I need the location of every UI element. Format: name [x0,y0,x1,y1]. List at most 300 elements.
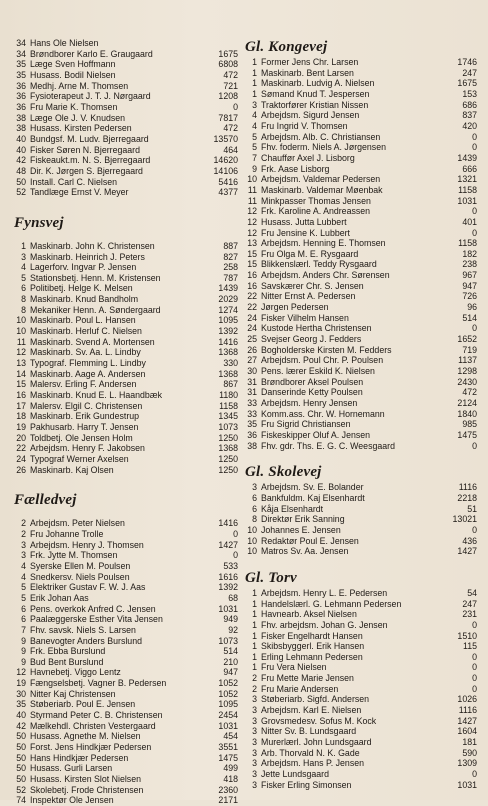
listing-row [14,390,238,401]
phone-number: 721 [223,80,238,91]
resident-name: Arbejdsm. Valdemar Pedersen [261,174,381,185]
phone-number: 210 [223,656,238,667]
phone-number: 0 [233,101,238,112]
house-number: 4 [21,571,26,582]
listing-row [245,482,477,493]
phone-number: 666 [462,163,477,174]
listing-row [245,174,477,185]
listing-row [14,102,238,113]
house-number: 6 [21,614,26,625]
listing-row [14,646,238,657]
house-number: 18 [16,411,26,422]
phone-number: 1031 [218,720,238,731]
phone-number: 1392 [218,582,238,593]
resident-name: Komm.ass. Chr. W. Hornemann [261,408,385,419]
resident-name: Fisker Søren N. Bjerregaard [30,144,140,155]
house-number: 36 [247,429,257,440]
phone-number: 3551 [218,742,238,753]
house-number: 1 [252,630,257,641]
listing-row [14,113,238,124]
phone-number: 0 [233,550,238,561]
listing-row [14,636,238,647]
house-number: 3 [252,737,257,748]
phone-number: 726 [462,291,477,302]
house-number: 3 [252,99,257,110]
resident-name: Bankfuldm. Kaj Elsenhardt [261,492,365,503]
phone-number: 0 [472,683,477,694]
listing-row [245,57,477,68]
resident-name: Fru Ingrid V. Thomsen [261,120,348,131]
phone-number: 0 [472,769,477,780]
resident-name: Fisker Engelhardt Hansen [261,630,363,641]
phone-number: 472 [223,123,238,134]
listing-row [245,196,477,207]
house-number: 1 [252,609,257,620]
house-number: 3 [252,715,257,726]
resident-name: Maskinarb. Poul L. Hansen [30,315,136,326]
house-number: 1 [252,662,257,673]
resident-name: Maskinarb. Kaj Olsen [30,464,114,475]
house-number: 3 [252,779,257,790]
house-number: 10 [16,326,26,337]
resident-name: Jørgen Pedersen [261,302,329,313]
listing-row [245,355,477,366]
listing-row [245,270,477,281]
resident-name: Erling Lehmann Pedersen [261,651,363,662]
house-number: 9 [21,635,26,646]
phone-number: 1298 [457,366,477,377]
phone-number: 1368 [218,368,238,379]
phone-number: 4377 [218,187,238,198]
phone-number: 0 [472,323,477,334]
listing-row [245,142,477,153]
resident-name: Fru Vera Nielsen [261,662,327,673]
phone-number: 590 [462,747,477,758]
phone-number: 1031 [457,779,477,790]
listing-row [14,678,238,689]
phone-number: 13570 [213,133,238,144]
resident-name: Lagerforv. Ingvar P. Jensen [30,262,137,273]
listing-row [14,561,238,572]
listing-row [245,684,477,695]
phone-number: 2124 [457,398,477,408]
house-number: 3 [252,758,257,769]
resident-name: Typograf Werner Axelsen [30,453,129,464]
resident-name: Læge Ole J. V. Knudsen [30,112,126,123]
house-number: 4 [21,262,26,273]
listing-row [14,443,238,454]
phone-number: 1675 [218,48,238,59]
listing-row [14,454,238,465]
listing-row [14,358,238,369]
resident-name: Mekaniker Henn. A. Søndergaard [30,304,161,315]
phone-number: 967 [462,270,477,281]
phone-number: 947 [223,667,238,678]
phone-number: 1116 [458,482,477,493]
listing-row [245,345,477,356]
resident-name: Dir. K. Jørgen S. Bjerregaard [30,165,143,176]
listing-row [14,177,238,188]
resident-name: Jette Lundsgaard [261,769,329,780]
listing-row [245,441,477,452]
phone-number: 2454 [218,710,238,721]
listing-row [14,518,238,529]
listing-row [245,302,477,313]
phone-number: 401 [462,216,477,227]
phone-number: 1158 [219,400,238,411]
listing-row [245,652,477,663]
phone-number: 153 [462,88,477,99]
resident-name: Stationsbetj. Henn. M. Kristensen [30,272,161,283]
resident-name: Læge Sven Hoffmann [30,59,116,70]
resident-name: Husass. Bodil Nielsen [30,69,116,80]
resident-name: Arbejdsm. Alb. C. Christiansen [261,131,381,142]
phone-number: 1026 [457,694,477,705]
resident-name: Fiskeskipper Oluf A. Jensen [261,429,371,440]
house-number: 4 [252,110,257,121]
house-number: 3 [252,769,257,780]
listing-row [245,387,477,398]
listing-row [245,631,477,642]
house-number: 74 [16,795,26,806]
house-number: 19 [16,678,26,689]
listing-row [14,763,238,774]
listing-row [245,153,477,164]
resident-name: Maskinarb. Herluf C. Nielsen [30,326,142,337]
phone-number: 1746 [457,57,477,67]
phone-number: 0 [472,440,477,451]
listing-row [245,599,477,610]
house-number: 50 [16,774,26,785]
house-number: 52 [16,784,26,795]
house-number: 38 [16,112,26,123]
house-number: 26 [247,344,257,355]
resident-name: Arb. Thorvald N. K. Gade [261,747,360,758]
listing-row [14,721,238,732]
phone-number: 14620 [213,155,238,166]
phone-number: 1439 [218,283,238,294]
phone-number: 0 [472,673,477,684]
house-number: 8 [21,294,26,305]
house-number: 9 [252,163,257,174]
listing-row [14,625,238,636]
resident-name: Handelslærl. G. Lehmann Pedersen [261,598,402,609]
phone-number: 472 [223,69,238,80]
resident-name: Sømand Knud T. Jespersen [261,88,370,99]
resident-name: Arbejdsm. Karl E. Nielsen [261,705,362,716]
phone-number: 837 [462,110,477,121]
phone-number: 0 [472,524,477,535]
house-number: 30 [16,688,26,699]
house-number: 4 [252,120,257,131]
listing-row [245,78,477,89]
phone-number: 68 [228,592,238,603]
house-number: 35 [16,59,26,70]
resident-name: Malersv. Erling F. Andersen [30,379,137,390]
resident-name: Maskinarb. Bent Larsen [261,67,354,78]
listing-row [245,366,477,377]
listing-row [245,546,477,557]
resident-name: Hans Ole Nielsen [30,38,99,48]
resident-name: Redaktør Poul E. Jensen [261,535,359,546]
house-number: 1 [252,619,257,630]
section-title-torv: Gl. Torv [245,569,297,586]
resident-name: Fru Marie K. Thomsen [30,101,118,112]
house-number: 3 [252,482,257,493]
listing-row [245,238,477,249]
house-number: 10 [247,546,257,557]
resident-name: Kustode Hertha Christensen [261,323,372,334]
listing-row [245,780,477,791]
house-number: 12 [247,227,257,238]
resident-name: Frk. Karoline A. Andreassen [261,206,371,217]
phone-number: 985 [462,419,477,430]
resident-name: Brøndborer Karlo E. Graugaard [30,48,153,59]
section-title-fynsvej: Fynsvej [14,214,64,231]
resident-name: Maskinarb. Aage A. Andersen [30,368,146,379]
house-number: 34 [16,48,26,59]
house-number: 22 [247,302,257,313]
house-number: 11 [247,184,257,195]
house-number: 5 [252,142,257,153]
resident-name: Husass. Kirsten Slot Nielsen [30,774,141,785]
phone-number: 1073 [218,635,238,646]
phone-number: 827 [223,251,238,262]
phone-number: 1158 [458,238,477,249]
resident-name: Tandlæge Ernst V. Meyer [30,187,129,198]
listing-row [245,514,477,525]
house-number: 10 [16,315,26,326]
resident-name: Fhv. gdr. Ths. E. G. C. Weesgaard [261,440,395,451]
phone-number: 1416 [218,336,238,347]
resident-name: Fru Olga M. E. Rysgaard [261,248,359,259]
house-number: 50 [16,742,26,753]
phone-number: 2360 [218,784,238,795]
house-number: 38 [247,440,257,451]
listing-row [14,604,238,615]
resident-name: Install. Carl C. Nielsen [30,176,118,187]
resident-name: Snedkersv. Niels Poulsen [30,571,130,582]
house-number: 40 [16,144,26,155]
listing-row [14,785,238,796]
listing-row [14,742,238,753]
listing-row [245,281,477,292]
phone-number: 418 [223,774,238,785]
house-number: 5 [21,582,26,593]
house-number: 16 [16,390,26,401]
resident-name: Maskinarb. Svend A. Mortensen [30,336,155,347]
phone-number: 1137 [458,355,477,366]
house-number: 14 [16,368,26,379]
house-number: 1 [252,67,257,78]
resident-name: Arbejdsm. Henry F. Jakobsen [30,443,145,454]
listing-row [14,262,238,273]
house-number: 1 [252,587,257,598]
house-number: 25 [247,334,257,345]
resident-name: Husass. Jutta Lubbert [261,216,347,227]
house-number: 38 [16,123,26,134]
phone-number: 330 [223,358,238,369]
listing-row [14,347,238,358]
house-number: 50 [16,752,26,763]
listing-row [245,259,477,270]
resident-name: Nitter Sv. B. Lundsgaard [261,726,357,737]
house-number: 8 [21,304,26,315]
phone-number: 1095 [218,699,238,710]
house-number: 50 [16,763,26,774]
resident-name: Syerske Ellen M. Poulsen [30,560,131,571]
resident-name: Medhj. Arne M. Thomsen [30,80,129,91]
house-number: 24 [247,323,257,334]
resident-name: Maskinarb. Sv. Aa. L. Lindby [30,347,141,358]
house-number: 3 [21,251,26,262]
phone-number: 6808 [218,59,238,70]
house-number: 10 [247,535,257,546]
house-number: 5 [252,131,257,142]
resident-name: Arbejdsm. Sigurd Jensen [261,110,360,121]
phone-number: 181 [462,737,477,748]
house-number: 2 [21,528,26,539]
resident-name: Maskinarb. Knud E. L. Haandbæk [30,390,163,401]
listing-row [245,121,477,132]
resident-name: Arbejdsm. Sv. E. Bolander [261,482,364,493]
listing-row [245,89,477,100]
phone-number: 1321 [457,174,477,185]
listing-row [245,748,477,759]
house-number: 35 [16,699,26,710]
listing-row [245,100,477,111]
house-number: 4 [21,560,26,571]
phone-number: 2218 [457,492,477,503]
listing-row [14,369,238,380]
resident-name: Matros Sv. Aa. Jensen [261,546,349,557]
house-number: 34 [16,38,26,48]
house-number: 9 [21,646,26,657]
phone-number: 182 [462,248,477,259]
house-number: 19 [16,422,26,432]
resident-name: Danserinde Ketty Poulsen [261,387,363,398]
resident-name: Fysioterapeut J. T. J. Nørgaard [30,91,151,102]
listing-row [14,273,238,284]
house-number: 2 [252,673,257,684]
resident-name: Grovsmedesv. Sofus M. Kock [261,715,377,726]
listing-row [245,132,477,143]
resident-name: Toldbetj. Ole Jensen Holm [30,432,133,443]
listing-row [14,326,238,337]
phone-number: 0 [472,131,477,142]
listing-row [14,593,238,604]
house-number: 35 [247,419,257,430]
listing-row [14,155,238,166]
listing-row [14,411,238,422]
house-number: 50 [16,176,26,187]
phone-number: 472 [462,387,477,398]
listing-row [14,81,238,92]
phone-number: 1604 [457,726,477,737]
resident-name: Malersv. Elgil C. Christensen [30,400,143,411]
listing-row [14,774,238,785]
resident-name: Mælkehdl. Christen Vestergaard [30,720,156,731]
section-faelledvej [14,518,238,806]
resident-name: Bud Bent Burslund [30,656,104,667]
house-number: 50 [16,731,26,742]
listing-row [14,572,238,583]
listing-row [245,737,477,748]
phone-number: 1427 [218,539,238,550]
resident-name: Arbejdsm. Henry L. E. Pedersen [261,587,388,598]
resident-name: Havnearb. Aksel Nielsen [261,609,357,620]
phone-number: 1345 [218,411,238,422]
house-number: 3 [252,747,257,758]
phone-number: 1158 [458,184,477,195]
listing-row [14,582,238,593]
resident-name: Styrmand Peter C. B. Christensen [30,710,163,721]
phone-number: 231 [462,609,477,620]
house-number: 6 [252,492,257,503]
listing-row [245,758,477,769]
listing-row [245,536,477,547]
listing-row [14,38,238,49]
phone-number: 1427 [457,546,477,557]
listing-row [14,294,238,305]
house-number: 6 [21,603,26,614]
resident-name: Fiskeaukt.m. N. S. Bjerregaard [30,155,151,166]
house-number: 12 [247,216,257,227]
resident-name: Svejser Georg J. Fedders [261,334,362,345]
listing-row [14,753,238,764]
house-number: 1 [21,240,26,251]
resident-name: Pens. overkok Anfred C. Jensen [30,603,156,614]
house-number: 10 [247,524,257,535]
phone-number: 1250 [218,432,238,443]
phone-number: 1274 [218,304,238,315]
listing-row [245,493,477,504]
house-number: 40 [16,710,26,721]
resident-name: Frk. Jytte M. Thomsen [30,550,118,561]
listing-row [245,673,477,684]
phone-number: 1116 [458,705,477,716]
resident-name: Minkpasser Thomas Jensen [261,195,371,206]
house-number: 42 [16,155,26,166]
phone-number: 1180 [219,390,238,401]
resident-name: Banevogter Anders Burslund [30,635,142,646]
resident-name: Politibetj. Helge K. Melsen [30,283,133,294]
house-number: 5 [21,272,26,283]
resident-name: Paalæggerske Esther Vita Jensen [30,614,163,625]
resident-name: Fru Mette Marie Jensen [261,673,354,684]
house-number: 11 [247,195,257,206]
listing-row [14,731,238,742]
listing-row [14,401,238,412]
listing-row [14,305,238,316]
phone-number: 14106 [213,165,238,176]
house-number: 31 [247,387,257,398]
listing-row [245,110,477,121]
listing-row [245,504,477,515]
house-number: 2 [21,518,26,529]
section-torv [245,588,477,790]
resident-name: Støberiarb. Poul E. Jensen [30,699,136,710]
listing-row [14,252,238,263]
resident-name: Nitter Kaj Christensen [30,688,116,699]
listing-row [14,315,238,326]
house-number: 13 [247,238,257,249]
resident-name: Skolebetj. Frode Christensen [30,784,144,795]
listing-row [245,609,477,620]
listing-row [14,550,238,561]
house-number: 3 [21,539,26,550]
phone-number: 1840 [457,408,477,419]
